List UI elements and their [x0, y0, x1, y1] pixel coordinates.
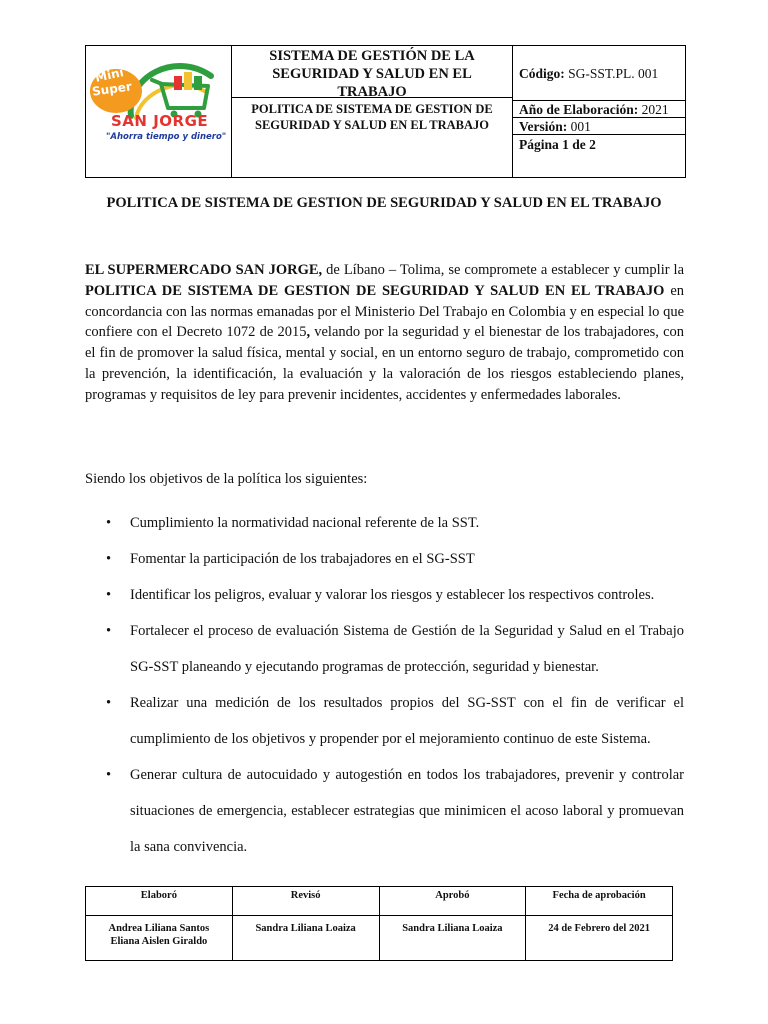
- system-title: SISTEMA DE GESTIÓN DE LA SEGURIDAD Y SALUD EN EL TRABAJO: [232, 46, 512, 98]
- header-reviewed-by: Revisó: [232, 887, 379, 916]
- bullet-icon: •: [106, 695, 112, 711]
- header-approved-by: Aprobó: [379, 887, 526, 916]
- logo-mini-text: Mini: [93, 65, 125, 85]
- document-code: [513, 46, 685, 101]
- list-item: [106, 757, 684, 865]
- list-item: [106, 685, 684, 757]
- document-header-table: [85, 45, 686, 178]
- bullet-icon: •: [106, 551, 112, 567]
- intro-comma: ,: [306, 324, 311, 341]
- prepared-by-cell: [86, 916, 233, 961]
- year-value: 2021: [641, 102, 669, 117]
- prepared-by-1: Andrea Liliana Santos: [108, 923, 210, 934]
- header-prepared-by: Elaboró: [86, 887, 233, 916]
- objective-text: Fortalecer el proceso de evaluación Sistema de Gestión de la Seguridad y Salud en el Trabajo SG-SST planeando y ejecutando programas de protección, seguridad y bienestar.: [130, 623, 684, 675]
- elaboration-year: [513, 101, 685, 118]
- document-title: POLITICA DE SISTEMA DE GESTION DE SEGURIDAD Y SALUD EN EL TRABAJO: [106, 195, 662, 211]
- list-item: [106, 541, 684, 577]
- logo-name-text: SAN JORGE: [111, 112, 209, 130]
- objective-text: Generar cultura de autocuidado y autogestión en todos los trabajadores, prevenir y controlar situaciones de emergencia, establecer estrategias que minimicen el acoso laboral y promuevan la sana convivencia.: [130, 767, 684, 855]
- page-number: Página 1 de 2: [519, 137, 596, 152]
- system-cell: [232, 46, 513, 178]
- intro-paragraph: [85, 260, 684, 406]
- code-value: SG-SST.PL. 001: [568, 66, 659, 81]
- bullet-icon: •: [106, 767, 112, 783]
- objectives-list: [106, 505, 684, 865]
- approval-date-cell: 24 de Febrero del 2021: [526, 916, 673, 961]
- logo-cell: [86, 46, 232, 178]
- year-label: Año de Elaboración:: [519, 102, 639, 117]
- objective-text: Realizar una medición de los resultados propios del SG-SST con el fin de verificar el cumplimiento de los objetivos y propender por el mejoramiento continuo de este Sistema.: [130, 695, 684, 747]
- approved-by-cell: Sandra Liliana Loaiza: [379, 916, 526, 961]
- list-item: [106, 577, 684, 613]
- prepared-by-2: Eliana Aislen Giraldo: [110, 936, 208, 947]
- objective-text: Cumplimiento la normatividad nacional referente de la SST.: [130, 515, 480, 531]
- meta-cell: [513, 46, 686, 178]
- code-label: Código:: [519, 66, 565, 81]
- objectives-lead: Siendo los objetivos de la política los siguientes:: [85, 471, 368, 487]
- objective-text: Fomentar la participación de los trabajadores en el SG-SST: [130, 551, 475, 567]
- policy-subtitle: POLITICA DE SISTEMA DE GESTION DE SEGURIDAD Y SALUD EN EL TRABAJO: [251, 102, 493, 132]
- intro-text-1: de Líbano – Tolima, se compromete a establecer y cumplir la: [322, 262, 685, 278]
- logo-super-text: Super: [91, 79, 133, 99]
- version-value: 001: [570, 119, 591, 134]
- reviewed-by-cell: Sandra Liliana Loaiza: [232, 916, 379, 961]
- document-version: [513, 118, 685, 135]
- intro-text-3: velando por la seguridad y el bienestar de los trabajadores, con el fin de promover la salud física, mental y social, en un entorno seguro de trabajo, comprometido con la prevención, la identificación, la evaluación y la valoración de los riesgos estableciendo planes, programas y requisitos de ley para prevenir incidentes, accidentes y enfermedades laborales.: [85, 324, 685, 403]
- version-label: Versión:: [519, 119, 568, 134]
- policy-name: POLITICA DE SISTEMA DE GESTION DE SEGURIDAD Y SALUD EN EL TRABAJO: [85, 282, 665, 299]
- approval-table: [85, 886, 673, 961]
- bullet-icon: •: [106, 515, 112, 531]
- intro-text-2: en concordancia con las normas emanadas por el Ministerio Del Trabajo en Colombia y en especial lo que confiere con el Decreto 1072 de 2015: [85, 282, 685, 341]
- header-approval-date: Fecha de aprobación: [526, 887, 673, 916]
- list-item: [106, 505, 684, 541]
- logo-slogan-text: "Ahorra tiempo y dinero": [106, 132, 227, 142]
- bullet-icon: •: [106, 587, 112, 603]
- bullet-icon: •: [106, 623, 112, 639]
- list-item: [106, 613, 684, 685]
- objective-text: Identificar los peligros, evaluar y valorar los riesgos y establecer los respectivos controles.: [130, 587, 655, 603]
- company-logo: [86, 46, 231, 177]
- company-name: EL SUPERMERCADO SAN JORGE,: [85, 262, 323, 278]
